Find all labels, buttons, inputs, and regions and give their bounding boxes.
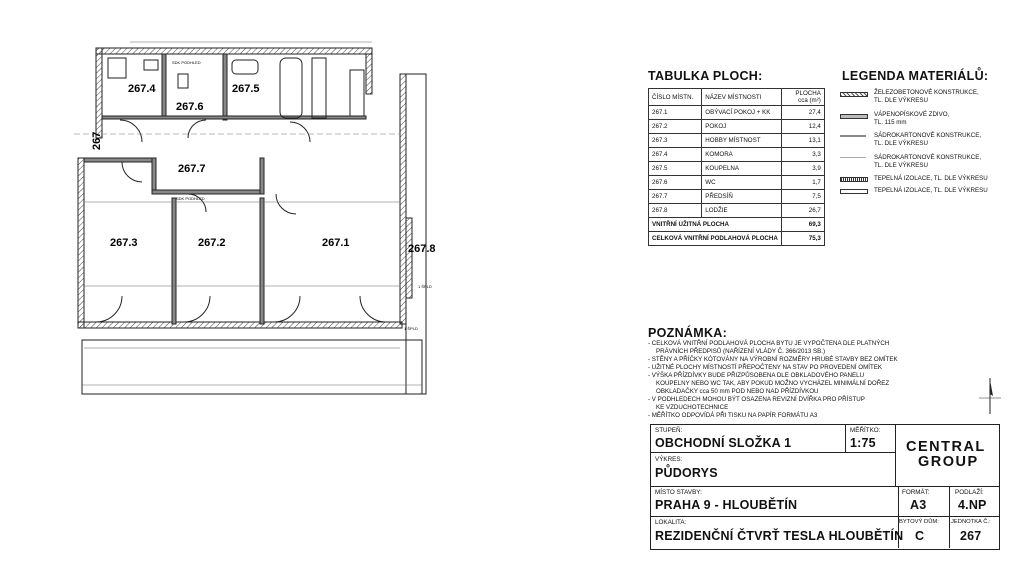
washbasin (232, 60, 258, 74)
cell-name: KOMORA (702, 148, 782, 162)
door-arc-10 (360, 296, 386, 322)
legend-line: TL. 115 mm (874, 118, 907, 126)
floor-plan (60, 30, 460, 410)
wall-right-top (366, 54, 372, 94)
legend-title: LEGENDA MATERIÁLŮ: (842, 69, 989, 83)
legend-line: TL. DLE VÝKRESU (874, 139, 928, 147)
note-line: PRÁVNÍCH PŘEDPISŮ (NAŘÍZENÍ VLÁDY Č. 366/2013 SB.) (656, 348, 826, 355)
note-line: - CELKOVÁ VNITŘNÍ PODLAHOVÁ PLOCHA BYTU JE VYPOČTENA DLE PLATNÝCH (648, 340, 890, 347)
sum2-value: 75,3 (781, 232, 824, 246)
legend-item (842, 175, 988, 183)
legend-swatch-insulation2 (840, 189, 868, 194)
note-line: KE VZDUCHOTECHNICE (656, 404, 729, 411)
wall-top (96, 48, 372, 54)
fixture-2 (144, 60, 158, 70)
wall-int-6 (152, 190, 264, 194)
cell-num: 267.5 (649, 162, 702, 176)
wall-bottom (78, 322, 402, 328)
unit-label: JEDNOTKA Č.: (951, 519, 991, 525)
logo-line2: GROUP (918, 454, 979, 470)
note-sdk-1: SDK PODHLED (172, 60, 201, 65)
drawing-label: VÝKRES: (655, 456, 683, 463)
legend-line: TL. DLE VÝKRESU (874, 161, 928, 169)
cell-name: KOUPELNA (702, 162, 782, 176)
wall-int-1 (162, 54, 166, 118)
central-group-logo (906, 440, 986, 470)
table-row (649, 190, 825, 204)
cell-area: 1,7 (781, 176, 824, 190)
wc-bowl (178, 74, 188, 88)
scale-label: MĚŘÍTKO: (850, 427, 881, 434)
note-spld-2: 1 ŠPLD (404, 326, 418, 331)
note-sdk-2: SDK PODHLED (176, 196, 205, 201)
door-arc-7 (96, 296, 122, 322)
north-arrow-icon (975, 376, 1005, 416)
wall-int-2 (223, 54, 227, 120)
note-line: KOUPELNY NEBO WC TAK, ABY POKUD MOŽNO VYCHÁZEL MINIMÁLNÍ DOŘEZ (656, 380, 890, 387)
door-arc-4 (122, 162, 142, 182)
cell-num: 267.4 (649, 148, 702, 162)
loggia-window (406, 218, 412, 298)
unit-value: 267 (960, 529, 982, 543)
cell-area: 13,1 (781, 134, 824, 148)
table-row (649, 134, 825, 148)
note-line: - VÝŠKA PŘÍZDÍVKY BUDE PŘIZPŮSOBENA DLE OBKLADOVÉHO PANELU (648, 372, 865, 379)
wall-int-9 (260, 198, 264, 324)
legend-swatch-sdk2 (840, 157, 866, 158)
floor-label: PODLAŽÍ: (955, 489, 984, 496)
logo-line1: CENTRAL (906, 439, 986, 455)
notes-title: POZNÁMKA: (648, 326, 728, 340)
cell-name: HOBBY MÍSTNOST (702, 134, 782, 148)
legend-item (842, 132, 981, 147)
table-row (649, 148, 825, 162)
cell-num: 267.1 (649, 106, 702, 120)
room-label-267-4: 267.4 (128, 83, 156, 95)
wall-int-5 (152, 158, 156, 192)
door-arc-9 (274, 296, 300, 322)
wall-int-8 (172, 198, 176, 324)
location-value: REZIDENČNÍ ČTVRŤ TESLA HLOUBĚTÍN (655, 529, 904, 543)
legend-line: ŽELEZOBETONOVÉ KONSTRUKCE, (874, 89, 979, 96)
scale-value: 1:75 (850, 436, 876, 450)
place-value: PRAHA 9 - HLOUBĚTÍN (655, 498, 798, 512)
section-mark: 267 (91, 131, 103, 150)
note-line: - UŽITNÉ PLOCHY MÍSTNOSTÍ PŘEPOČTENY NA STAV PO PROVEDENÍ OMÍTEK (648, 364, 883, 371)
room-label-267-1: 267.1 (322, 237, 350, 249)
table-row (649, 106, 825, 120)
bathtub (280, 58, 302, 118)
cell-num: 267.3 (649, 134, 702, 148)
legend-swatch-brick (840, 114, 868, 119)
note-line: - STĚNY A PŘÍČKY KÓTOVÁNY NA VÝROBNÍ ROZMĚRY HRUBÉ STAVBY BEZ OMÍTEK (648, 356, 898, 363)
legend-item (842, 154, 981, 169)
legend-line: TEPELNÁ IZOLACE, TL. DLE VÝKRESU (874, 187, 988, 194)
table-header (649, 89, 825, 106)
cell-num: 267.8 (649, 204, 702, 218)
legend-item (842, 187, 988, 195)
legend-item (842, 111, 949, 126)
floor-value: 4.NP (958, 498, 987, 512)
table-row (649, 176, 825, 190)
legend-line: SÁDROKARTONOVÉ KONSTRUKCE, (874, 154, 982, 161)
wall-right (400, 74, 406, 324)
legend-swatch-rc (840, 92, 868, 97)
note-line: OBKLADAČKY cca 50 mm POD NEBO NAD PŘÍZDÍVKOU (656, 388, 819, 395)
rooms-table (648, 88, 825, 246)
cell-area: 7,5 (781, 190, 824, 204)
door-arc-6 (276, 194, 296, 214)
cell-area: 27,4 (781, 106, 824, 120)
notes-block (648, 340, 948, 420)
format-value: A3 (910, 498, 927, 512)
note-line: - MĚŘÍTKO ODPOVÍDÁ PŘI TISKU NA PAPÍR FORMÁTU A3 (648, 412, 818, 419)
place-label: MÍSTO STAVBY: (655, 489, 702, 496)
kitchen-counter (312, 58, 326, 118)
building-value: C (915, 529, 925, 543)
cell-name: WC (702, 176, 782, 190)
cell-area: 3,9 (781, 162, 824, 176)
cell-num: 267.7 (649, 190, 702, 204)
header-area: PLOCHA cca (m²) (781, 89, 824, 106)
legend-swatch-sdk (840, 135, 866, 137)
format-label: FORMÁT: (902, 489, 930, 496)
legend-line: SÁDROKARTONOVÉ KONSTRUKCE, (874, 132, 982, 139)
note-spld-1: 1 ŠPLD (418, 284, 432, 289)
cell-area: 26,7 (781, 204, 824, 218)
cell-num: 267.6 (649, 176, 702, 190)
stage-label: STUPEŇ: (655, 427, 683, 434)
cell-num: 267.2 (649, 120, 702, 134)
legend-line: TEPELNÁ IZOLACE, TL. DLE VÝKRESU (874, 175, 988, 182)
door-arc-8 (184, 296, 210, 322)
stage-value: OBCHODNÍ SLOŽKA 1 (655, 436, 792, 450)
room-label-267-3: 267.3 (110, 237, 138, 249)
header-num: ČÍSLO MÍSTN. (649, 89, 702, 106)
sum1-value: 69,3 (781, 218, 824, 232)
legend-swatch-insulation (840, 177, 868, 182)
table-sum-row (649, 232, 825, 246)
room-label-267-2: 267.2 (198, 237, 226, 249)
kitchen-unit (350, 70, 364, 116)
sum2-label: CELKOVÁ VNITŘNÍ PODLAHOVÁ PLOCHA (649, 232, 782, 246)
note-line: - V PODHLEDECH MOHOU BÝT OSAZENA REVIZNÍ DVÍŘKA PRO PŘÍSTUP (648, 396, 865, 403)
room-label-267-6: 267.6 (176, 101, 204, 113)
door-arc-2 (188, 120, 206, 138)
door-arc-3 (290, 122, 310, 142)
table-row (649, 120, 825, 134)
wall-int-4 (84, 158, 154, 162)
legend-line: VÁPENOPÍSKOVÉ ZDIVO, (874, 111, 950, 118)
door-arc-1 (120, 120, 142, 142)
table-sum-row (649, 218, 825, 232)
cell-name: PŘEDSÍŇ (702, 190, 782, 204)
building-label: BYTOVÝ DŮM: (899, 519, 939, 525)
table-row (649, 162, 825, 176)
room-label-267-7: 267.7 (178, 163, 206, 175)
location-label: LOKALITA: (655, 519, 687, 526)
cell-name: OBÝVACÍ POKOJ + KK (702, 106, 782, 120)
cell-name: POKOJ (702, 120, 782, 134)
table-title: TABULKA PLOCH: (648, 69, 763, 83)
wall-int-7 (260, 158, 264, 194)
cell-name: LODŽIE (702, 204, 782, 218)
room-label-267-8: 267.8 (408, 243, 436, 255)
sum1-label: VNITŘNÍ UŽITNÁ PLOCHA (649, 218, 782, 232)
legend-line: TL. DLE VÝKRESU (874, 96, 928, 104)
wall-left-top (96, 48, 102, 138)
header-name: NÁZEV MÍSTNOSTI (702, 89, 782, 106)
cell-area: 3,3 (781, 148, 824, 162)
fixture-1 (108, 58, 126, 78)
cell-area: 12,4 (781, 120, 824, 134)
wall-left (78, 158, 84, 328)
legend-item (842, 89, 979, 104)
table-row (649, 204, 825, 218)
room-label-267-5: 267.5 (232, 83, 260, 95)
drawing-value: PŮDORYS (655, 466, 718, 480)
